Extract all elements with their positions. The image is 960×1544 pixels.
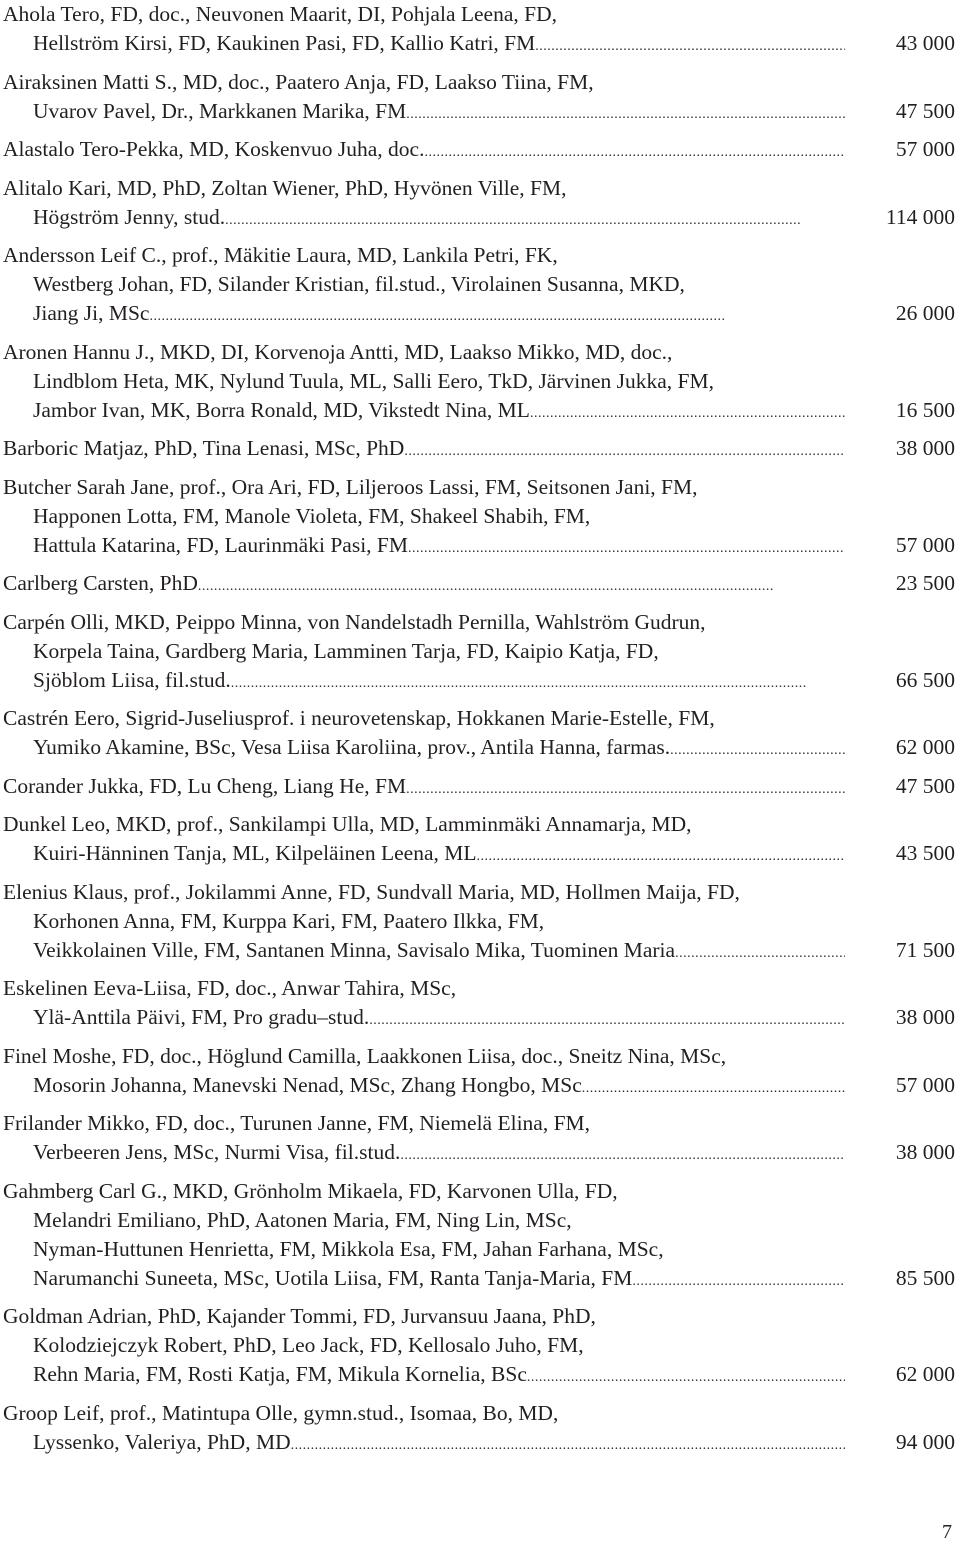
grant-entry	[3, 338, 955, 425]
recipient-names: Lyssenko, Valeriya, PhD, MD	[33, 1429, 291, 1454]
dot-leader	[675, 939, 845, 965]
entry-last-line	[3, 396, 955, 425]
dot-leader	[530, 399, 845, 425]
recipient-names: Elenius Klaus, prof., Jokilammi Anne, FD, Sundvall Maria, MD, Hollmen Maija, FD,	[3, 879, 740, 904]
recipient-names: Uvarov Pavel, Dr., Markkanen Marika, FM	[33, 98, 407, 123]
recipient-names: Goldman Adrian, PhD, Kajander Tommi, FD, Jurvansuu Jaana, PhD,	[3, 1304, 596, 1328]
recipient-names: Groop Leif, prof., Matintupa Olle, gymn.stud., Isomaa, Bo, MD,	[3, 1400, 559, 1425]
grant-entry	[3, 241, 955, 328]
dot-leader	[527, 1363, 845, 1389]
grant-amount: 114 000	[885, 204, 955, 229]
grant-entry	[3, 1177, 955, 1293]
grant-entry	[3, 1302, 955, 1389]
dot-leader	[198, 572, 845, 598]
recipient-names: Kolodziejczyk Robert, PhD, Leo Jack, FD, Kellosalo Juho, FM,	[33, 1333, 584, 1357]
grant-amount: 47 500	[895, 98, 955, 123]
grant-amount: 94 000	[895, 1429, 955, 1454]
recipient-names: Alitalo Kari, MD, PhD, Zoltan Wiener, PhD, Hyvönen Ville, FM,	[3, 175, 567, 200]
entry-last-line	[3, 666, 955, 695]
dot-leader	[424, 138, 845, 164]
grant-amount: 26 000	[895, 301, 955, 325]
grant-amount: 62 000	[895, 1362, 955, 1386]
recipient-names: Happonen Lotta, FM, Manole Violeta, FM, Shakeel Shabih, FM,	[33, 503, 591, 528]
grant-entry	[3, 1109, 955, 1167]
entry-last-line	[3, 1003, 955, 1032]
dot-leader	[582, 1074, 845, 1100]
entry-last-line	[3, 135, 955, 164]
recipient-names: Yumiko Akamine, BSc, Vesa Liisa Karoliina, prov., Antila Hanna, farmas.	[33, 735, 671, 759]
recipient-names: Andersson Leif C., prof., Mäkitie Laura, MD, Lankila Petri, FK,	[3, 243, 558, 267]
entry-last-line	[3, 1071, 955, 1100]
recipient-names: Dunkel Leo, MKD, prof., Sankilampi Ulla, MD, Lamminmäki Annamarja, MD,	[3, 812, 692, 836]
grant-entry	[3, 810, 955, 868]
grant-amount: 57 000	[895, 1072, 955, 1097]
recipient-names: Hattula Katarina, FD, Laurinmäki Pasi, FM	[33, 532, 408, 557]
recipient-names: Mosorin Johanna, Manevski Nenad, MSc, Zhang Hongbo, MSc	[33, 1072, 582, 1097]
dot-leader	[369, 1006, 845, 1032]
recipient-names: Finel Moshe, FD, doc., Höglund Camilla, Laakkonen Liisa, doc., Sneitz Nina, MSc,	[3, 1043, 727, 1068]
recipient-names: Korpela Taina, Gardberg Maria, Lamminen Tarja, FD, Kaipio Katja, FD,	[33, 638, 659, 663]
recipient-names: Nyman-Huttunen Henrietta, FM, Mikkola Esa, FM, Jahan Farhana, MSc,	[33, 1236, 664, 1261]
grant-entry	[3, 1042, 955, 1100]
entry-last-line	[3, 29, 955, 58]
recipient-names: Frilander Mikko, FD, doc., Turunen Janne, FM, Niemelä Elina, FM,	[3, 1111, 591, 1135]
grant-amount: 38 000	[895, 1140, 955, 1164]
grant-entry	[3, 174, 955, 232]
dot-leader	[400, 1141, 845, 1167]
grant-amount: 85 500	[895, 1265, 955, 1290]
grant-entry	[3, 772, 955, 801]
recipient-names: Gahmberg Carl G., MKD, Grönholm Mikaela, FD, Karvonen Ulla, FD,	[3, 1178, 618, 1203]
recipient-names: Ahola Tero, FD, doc., Neuvonen Maarit, DI, Pohjala Leena, FD,	[3, 2, 557, 26]
dot-leader	[291, 1431, 845, 1457]
grant-entry	[3, 0, 955, 58]
grant-entry	[3, 1399, 955, 1457]
grant-entry	[3, 608, 955, 695]
dot-leader	[535, 32, 845, 58]
recipient-names: Melandri Emiliano, PhD, Aatonen Maria, FM, Ning Lin, MSc,	[33, 1207, 572, 1232]
dot-leader	[225, 206, 845, 232]
entry-last-line	[3, 1264, 955, 1293]
entry-last-line	[3, 203, 955, 232]
entry-last-line	[3, 97, 955, 126]
grant-list	[3, 0, 955, 1466]
dot-leader	[231, 669, 845, 695]
recipient-names: Korhonen Anna, FM, Kurppa Kari, FM, Paatero Ilkka, FM,	[33, 908, 545, 933]
dot-leader	[406, 775, 845, 801]
recipient-names: Verbeeren Jens, MSc, Nurmi Visa, fil.stud.	[33, 1140, 401, 1164]
dot-leader	[149, 302, 845, 328]
grant-amount: 23 500	[895, 571, 955, 595]
recipient-names: Rehn Maria, FM, Rosti Katja, FM, Mikula Kornelia, BSc	[33, 1362, 527, 1386]
recipient-names: Butcher Sarah Jane, prof., Ora Ari, FD, Liljeroos Lassi, FM, Seitsonen Jani, FM,	[3, 474, 698, 499]
entry-last-line	[3, 839, 955, 868]
dot-leader	[670, 736, 845, 762]
entry-last-line	[3, 733, 955, 762]
recipient-names: Jiang Ji, MSc	[33, 301, 150, 325]
dot-leader	[406, 100, 845, 126]
recipient-names: Sjöblom Liisa, fil.stud.	[33, 667, 231, 692]
recipient-names: Carpén Olli, MKD, Peippo Minna, von Nandelstadh Pernilla, Wahlström Gudrun,	[3, 609, 706, 634]
recipient-names: Castrén Eero, Sigrid-Juseliusprof. i neurovetenskap, Hokkanen Marie-Estelle, FM,	[3, 706, 715, 730]
recipient-names: Westberg Johan, FD, Silander Kristian, fil.stud., Virolainen Susanna, MKD,	[33, 272, 685, 296]
recipient-names: Lindblom Heta, MK, Nylund Tuula, ML, Salli Eero, TkD, Järvinen Jukka, FM,	[33, 368, 715, 393]
recipient-names: Alastalo Tero-Pekka, MD, Koskenvuo Juha, doc.	[3, 137, 425, 161]
entry-last-line	[3, 1428, 955, 1457]
grant-amount: 66 500	[895, 667, 955, 692]
recipient-names: Veikkolainen Ville, FM, Santanen Minna, Savisalo Mika, Tuominen Maria	[33, 937, 676, 962]
entry-last-line	[3, 299, 955, 328]
entry-last-line	[3, 772, 955, 801]
recipient-names: Aronen Hannu J., MKD, DI, Korvenoja Antti, MD, Laakso Mikko, MD, doc.,	[3, 339, 673, 364]
recipient-names: Airaksinen Matti S., MD, doc., Paatero Anja, FD, Laakso Tiina, FM,	[3, 69, 594, 94]
recipient-names: Eskelinen Eeva-Liisa, FD, doc., Anwar Tahira, MSc,	[3, 976, 457, 1000]
grant-entry	[3, 68, 955, 126]
grant-entry	[3, 569, 955, 598]
dot-leader	[477, 842, 846, 868]
recipient-names: Ylä-Anttila Päivi, FM, Pro gradu–stud.	[33, 1005, 370, 1029]
page-number: 7	[942, 1521, 952, 1543]
entry-last-line	[3, 1138, 955, 1167]
recipient-names: Hellström Kirsi, FD, Kaukinen Pasi, FD, Kallio Katri, FM	[33, 31, 536, 55]
dot-leader	[632, 1267, 845, 1293]
dot-leader	[408, 534, 845, 560]
entry-last-line	[3, 1360, 955, 1389]
grant-amount: 57 000	[895, 532, 955, 557]
recipient-names: Barboric Matjaz, PhD, Tina Lenasi, MSc, PhD	[3, 436, 405, 460]
entry-last-line	[3, 531, 955, 560]
entry-last-line	[3, 569, 955, 598]
entry-last-line	[3, 936, 955, 965]
grant-entry	[3, 473, 955, 560]
grant-entry	[3, 878, 955, 965]
grant-amount: 43 500	[895, 841, 955, 865]
recipient-names: Corander Jukka, FD, Lu Cheng, Liang He, FM	[3, 773, 407, 798]
recipient-names: Jambor Ivan, MK, Borra Ronald, MD, Vikstedt Nina, ML	[33, 397, 530, 422]
grant-amount: 47 500	[895, 773, 955, 798]
recipient-names: Högström Jenny, stud.	[33, 204, 226, 229]
dot-leader	[404, 437, 845, 463]
grant-amount: 38 000	[895, 1005, 955, 1029]
grant-entry	[3, 704, 955, 762]
grant-amount: 62 000	[895, 735, 955, 759]
recipient-names: Kuiri-Hänninen Tanja, ML, Kilpeläinen Leena, ML	[33, 841, 477, 865]
grant-amount: 71 500	[895, 937, 955, 962]
grant-entry	[3, 434, 955, 463]
recipient-names: Carlberg Carsten, PhD	[3, 571, 198, 595]
grant-amount: 38 000	[895, 436, 955, 460]
grant-amount: 16 500	[895, 397, 955, 422]
grant-amount: 43 000	[895, 31, 955, 55]
grant-entry	[3, 135, 955, 164]
grant-entry	[3, 974, 955, 1032]
recipient-names: Narumanchi Suneeta, MSc, Uotila Liisa, FM, Ranta Tanja-Maria, FM	[33, 1265, 633, 1290]
grant-amount: 57 000	[895, 137, 955, 161]
entry-last-line	[3, 434, 955, 463]
